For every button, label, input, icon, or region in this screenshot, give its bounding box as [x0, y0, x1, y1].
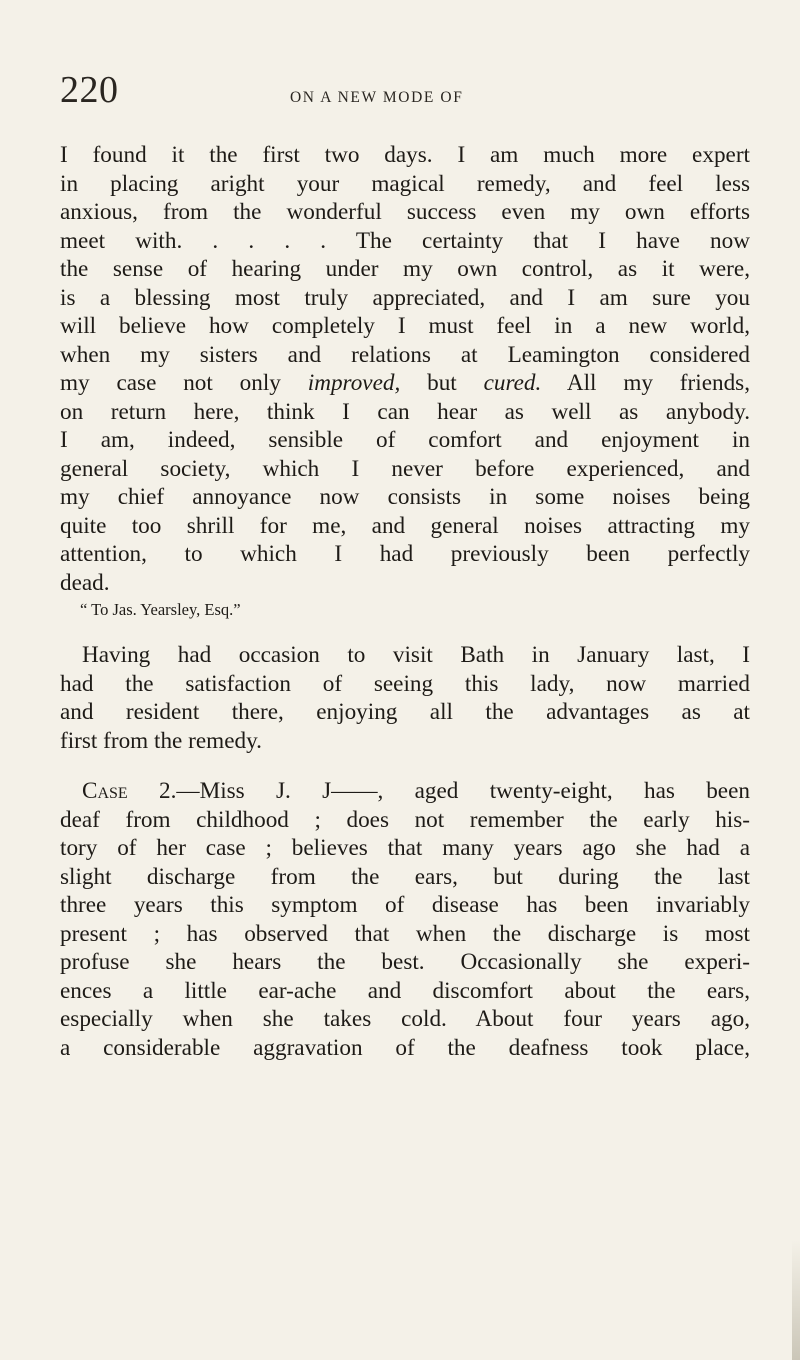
text-line: meet with. . . . . The certainty that I have now [60, 227, 750, 254]
text-line: present ; has observed that when the discharge is most [60, 920, 750, 947]
text-line: dead. [60, 569, 110, 596]
text-run: but [400, 370, 484, 396]
text-line: in placing aright your magical remedy, and feel less [60, 170, 750, 197]
text-line: first from the remedy. [60, 727, 262, 754]
text-line: had the satisfaction of seeing this lady, now married [60, 670, 750, 697]
text-line: Having had occasion to visit Bath in January last, I [82, 642, 750, 668]
text-line: is a blessing most truly appreciated, and I am sure you [60, 284, 750, 311]
paragraph-gap [60, 623, 750, 641]
case-label: Case 2. [82, 778, 177, 804]
text-line: anxious, from the wonderful success even my own efforts [60, 199, 750, 225]
text-line: especially when she takes cold. About four years ago, [60, 1006, 750, 1032]
text-line: will believe how completely I must feel in a new world, [60, 313, 750, 339]
text-line: attention, to which I had previously been perfectly [60, 541, 750, 567]
text-line: I found it the first two days. I am much more expert [60, 142, 750, 168]
running-head: ON A NEW MODE OF [290, 89, 464, 106]
text-line: I am, indeed, sensible of comfort and enjoyment in [60, 427, 750, 453]
text-line: general society, which I never before experienced, and [60, 455, 750, 482]
text-line: the sense of hearing under my own control, as it were, [60, 256, 750, 282]
italic-cured: cured. [483, 370, 542, 396]
text-line: three years this symptom of disease has been invariably [60, 892, 750, 918]
text-line: when my sisters and relations at Leamington considered [60, 341, 750, 368]
letter-signature: “ To Jas. Yearsley, Esq.” [80, 600, 241, 619]
text-line: ences a little ear-ache and discomfort about the ears, [60, 977, 750, 1004]
text-run: All my friends, [541, 370, 750, 396]
case-heading-line [60, 777, 750, 806]
text-line: tory of her case ; believes that many years ago she had a [60, 835, 750, 861]
text-line: my chief annoyance now consists in some noises being [60, 484, 750, 510]
text-run: my case not only [60, 370, 308, 396]
text-line: a considerable aggravation of the deafness took place, [60, 1034, 750, 1061]
page-number: 220 [60, 69, 119, 111]
body-text [60, 141, 750, 1062]
page-edge-shadow [792, 1240, 800, 1360]
italic-improved: improved, [307, 370, 401, 396]
paragraph-gap [60, 755, 750, 777]
text-line: deaf from childhood ; does not remember the early his- [60, 806, 750, 833]
text-line: quite too shrill for me, and general noises attracting my [60, 512, 750, 539]
text-line: and resident there, enjoying all the advantages as at [60, 699, 750, 725]
text-line: on return here, think I can hear as well as anybody. [60, 398, 750, 425]
text-line: slight discharge from the ears, but during the last [60, 863, 750, 890]
text-run: —Miss J. J——, aged twenty-eight, has been [176, 778, 750, 804]
text-line: profuse she hears the best. Occasionally she experi- [60, 949, 750, 975]
text-line-mixed [60, 369, 750, 398]
